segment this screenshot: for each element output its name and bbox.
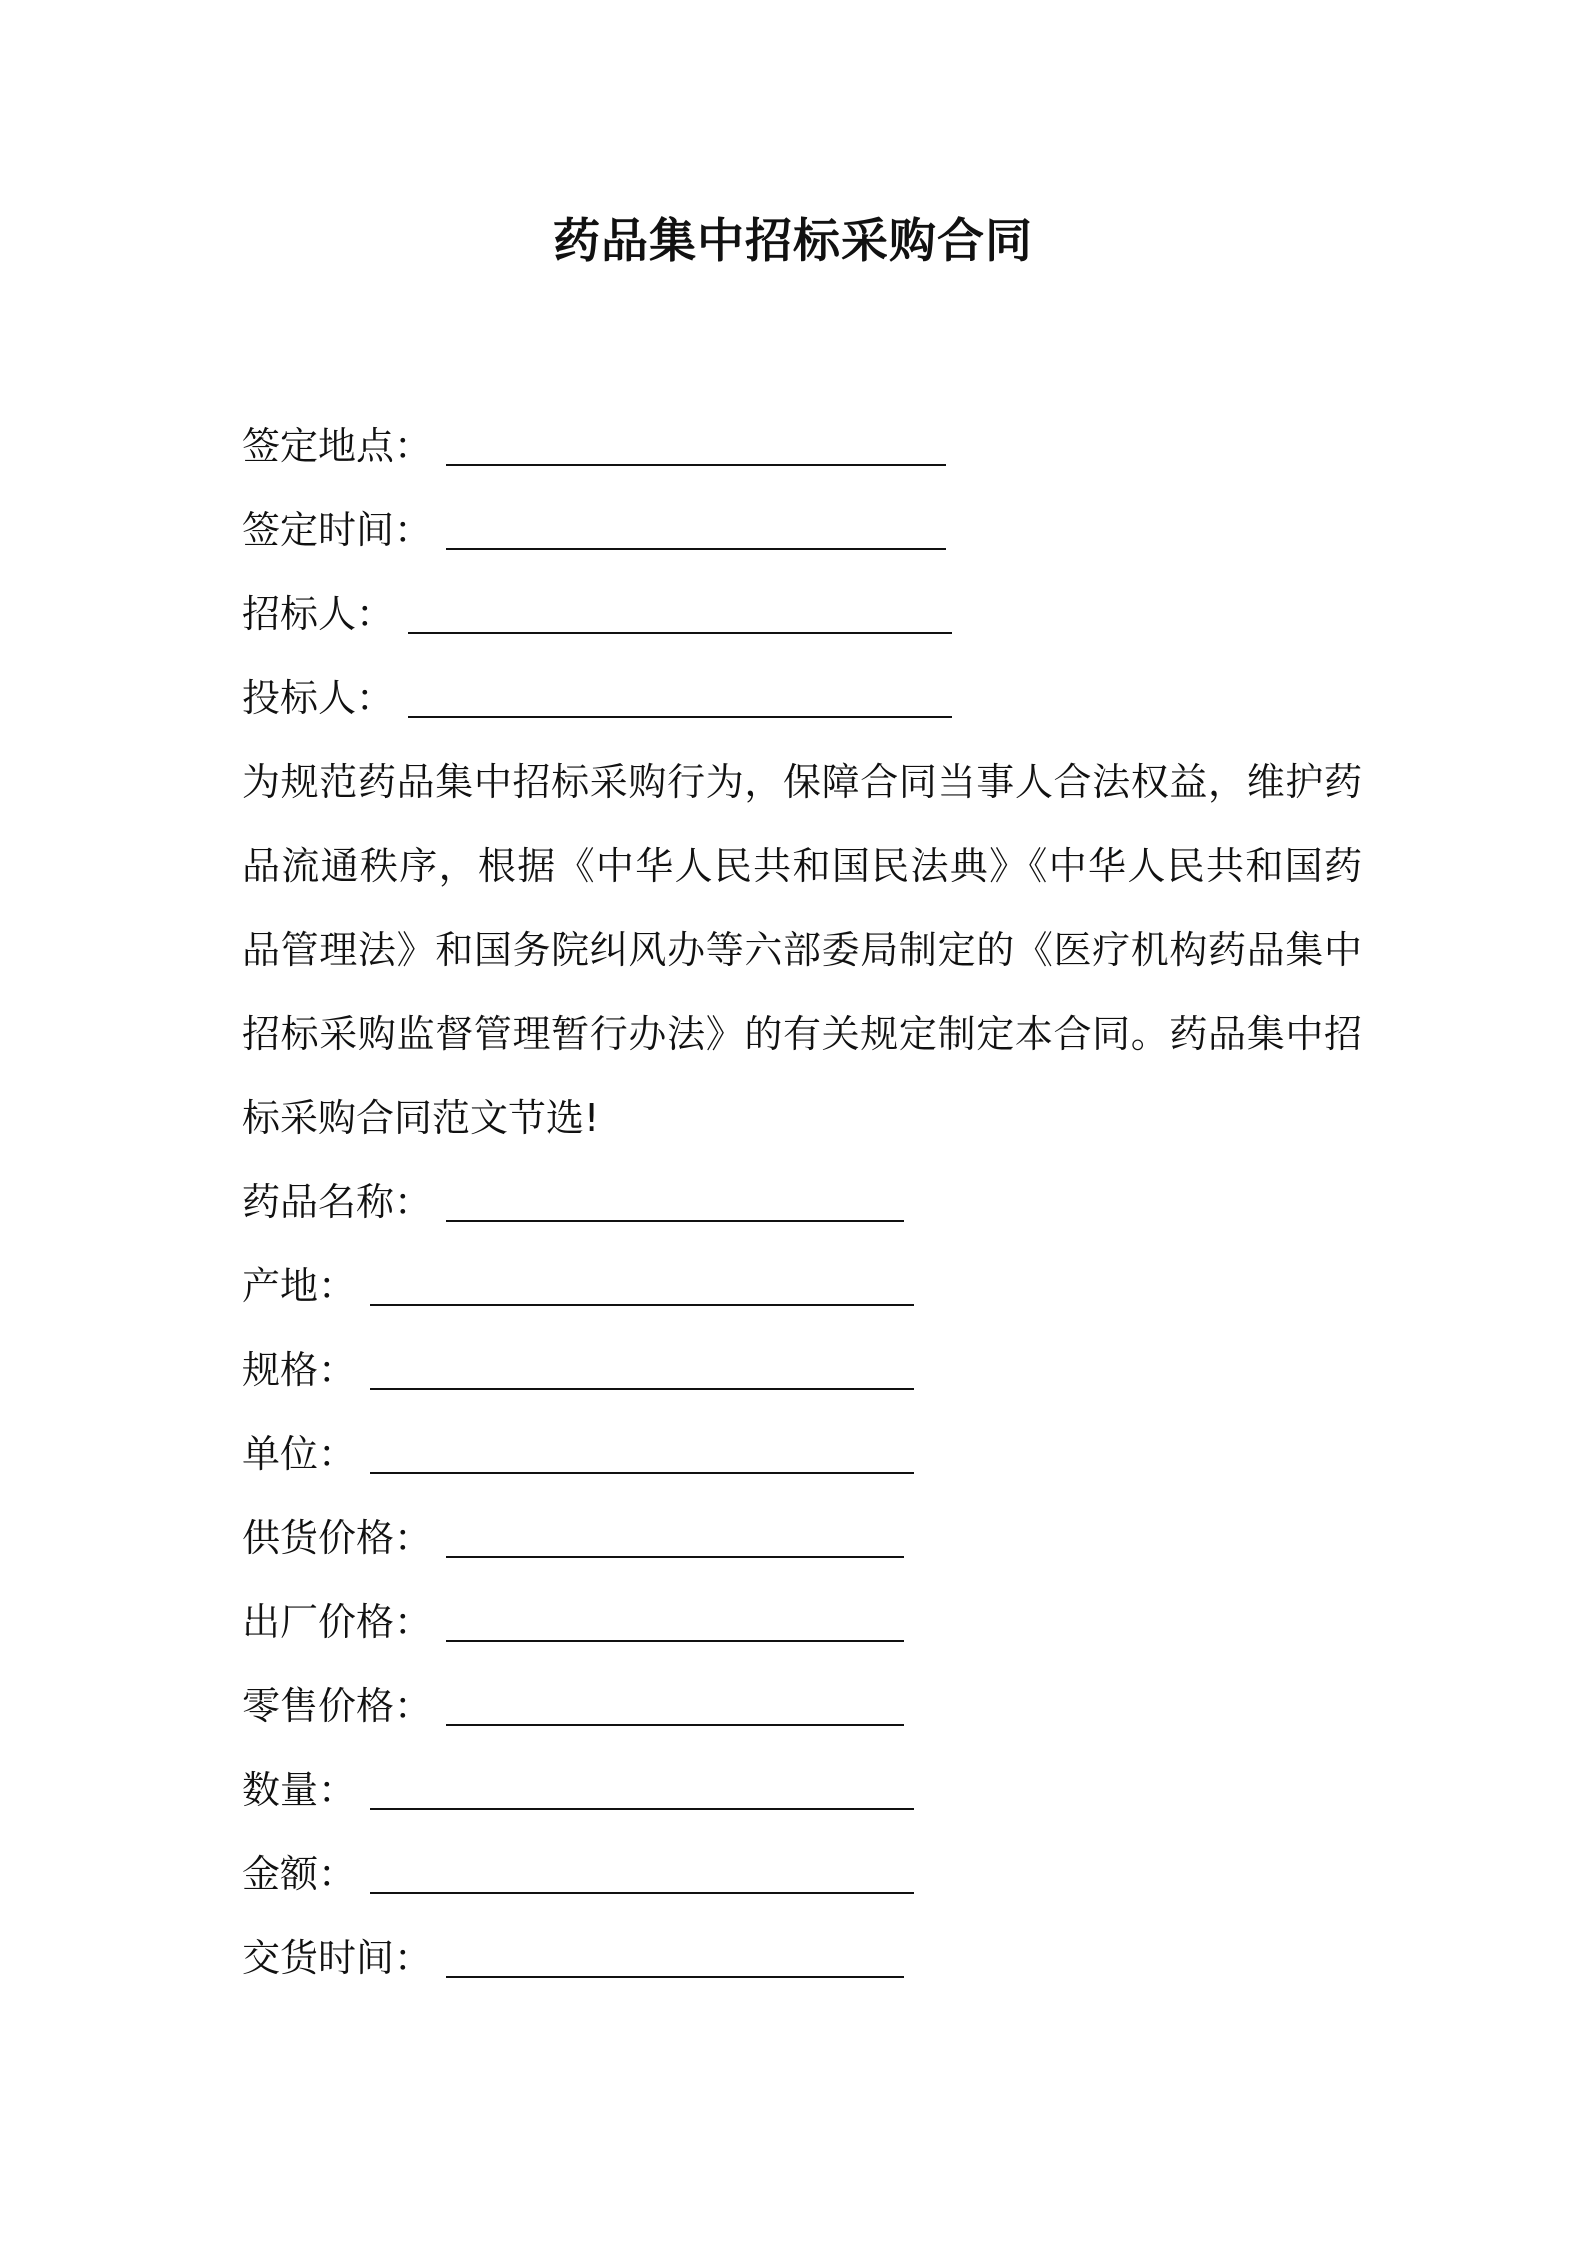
fill-in-blank[interactable] <box>370 1412 914 1474</box>
field-quantity <box>242 1748 1362 1832</box>
field-label: 金额 <box>242 1852 319 1896</box>
fill-in-blank[interactable] <box>446 1664 904 1726</box>
field-label: 规格 <box>242 1348 319 1392</box>
field-signing-time <box>242 488 1362 572</box>
field-label: 投标人 <box>242 676 357 720</box>
field-colon: ： <box>394 1516 433 1560</box>
document-body <box>242 404 1362 2000</box>
fill-in-blank[interactable] <box>446 1160 904 1222</box>
field-colon: ： <box>394 1936 433 1980</box>
field-label: 签定地点 <box>242 424 395 468</box>
field-label: 药品名称 <box>242 1180 395 1224</box>
fill-in-blank[interactable] <box>446 1916 904 1978</box>
field-colon: ： <box>356 676 395 720</box>
intro-paragraph: 为规范药品集中招标采购行为，保障合同当事人合法权益，维护药品流通秩序，根据《中华人民共和国民法典》《中华人民共和国药品管理法》和国务院纠风办等六部委局制定的《医疗机构药品集中招标采购监督管理暂行办法》的有关规定制定本合同。药品集中招标采购合同范文节选! <box>242 760 1362 1140</box>
field-colon: ： <box>394 1684 433 1728</box>
field-colon: ： <box>394 508 433 552</box>
field-colon: ： <box>318 1768 357 1812</box>
fill-in-blank[interactable] <box>408 656 952 718</box>
field-label: 签定时间 <box>242 508 395 552</box>
field-label: 产地 <box>242 1264 319 1308</box>
field-colon: ： <box>318 1348 357 1392</box>
field-specification <box>242 1328 1362 1412</box>
field-signing-place <box>242 404 1362 488</box>
field-colon: ： <box>394 1180 433 1224</box>
field-label: 交货时间 <box>242 1936 395 1980</box>
field-factory-price <box>242 1580 1362 1664</box>
field-colon: ： <box>394 1600 433 1644</box>
field-colon: ： <box>318 1852 357 1896</box>
field-label: 零售价格 <box>242 1684 395 1728</box>
field-label: 单位 <box>242 1432 319 1476</box>
fill-in-blank[interactable] <box>446 404 946 466</box>
field-label: 出厂价格 <box>242 1600 395 1644</box>
field-origin <box>242 1244 1362 1328</box>
fill-in-blank[interactable] <box>370 1748 914 1810</box>
field-amount <box>242 1832 1362 1916</box>
fill-in-blank[interactable] <box>408 572 952 634</box>
field-colon: ： <box>356 592 395 636</box>
field-supply-price <box>242 1496 1362 1580</box>
field-drug-name <box>242 1160 1362 1244</box>
fill-in-blank[interactable] <box>370 1832 914 1894</box>
fill-in-blank[interactable] <box>370 1328 914 1390</box>
fill-in-blank[interactable] <box>446 1496 904 1558</box>
fill-in-blank[interactable] <box>446 488 946 550</box>
field-bidder <box>242 656 1362 740</box>
field-colon: ： <box>318 1432 357 1476</box>
fill-in-blank[interactable] <box>370 1244 914 1306</box>
field-delivery-time <box>242 1916 1362 2000</box>
field-label: 招标人 <box>242 592 357 636</box>
fill-in-blank[interactable] <box>446 1580 904 1642</box>
field-retail-price <box>242 1664 1362 1748</box>
field-colon: ： <box>318 1264 357 1308</box>
field-label: 供货价格 <box>242 1516 395 1560</box>
field-unit <box>242 1412 1362 1496</box>
field-label: 数量 <box>242 1768 319 1812</box>
field-tenderer <box>242 572 1362 656</box>
field-colon: ： <box>394 424 433 468</box>
document-title: 药品集中招标采购合同 <box>553 214 1033 269</box>
